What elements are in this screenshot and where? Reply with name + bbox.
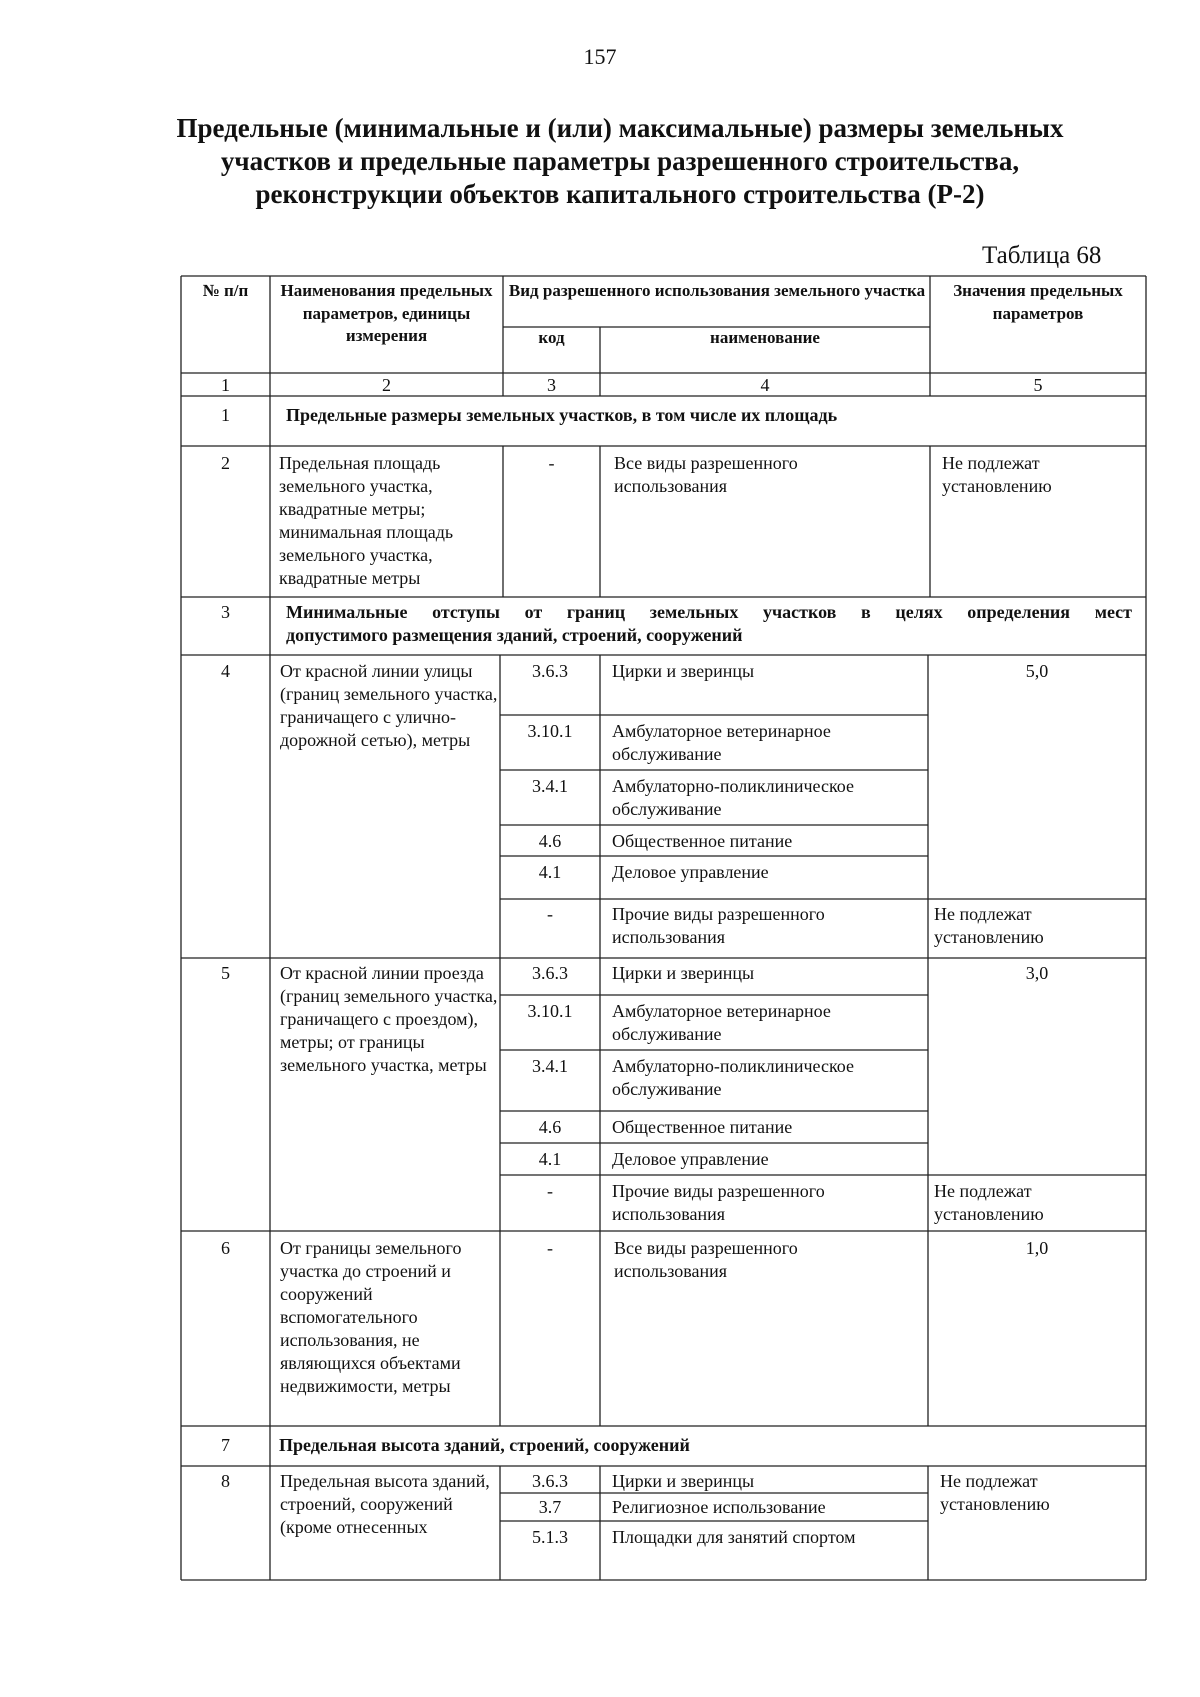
use-name: Все виды разрешенного использования (614, 1238, 798, 1281)
param-name: От границы земельного участка до строений и сооружений вспомогательного использования, не являющихся объектами недвижимости, метры (280, 1238, 462, 1396)
use-code: 3.10.1 (527, 721, 573, 741)
column-number: 5 (1033, 375, 1043, 395)
page-number: 157 (583, 44, 617, 69)
header-param-name: Наименования предельных параметров, единицы измерения (280, 281, 493, 345)
use-name: Цирки и зверинцы (612, 963, 755, 983)
table-caption: Таблица 68 (982, 242, 1102, 269)
use-name: Площадки для занятий спортом (612, 1527, 856, 1547)
param-value: 3,0 (1025, 963, 1049, 983)
use-name: Все виды разрешенного использования (614, 453, 798, 496)
param-value: 5,0 (1025, 661, 1049, 681)
param-value: Не подлежат установлению (934, 904, 1044, 947)
use-code: 3.7 (538, 1497, 562, 1517)
use-code: 3.10.1 (527, 1001, 573, 1021)
param-value: Не подлежат установлению (940, 1471, 1050, 1514)
row-number: 6 (221, 1238, 230, 1258)
row-number: 8 (221, 1471, 230, 1491)
use-code: 4.6 (538, 831, 562, 851)
column-number: 2 (382, 375, 391, 395)
row-number: 7 (221, 1435, 230, 1455)
use-name: Общественное питание (612, 831, 793, 851)
header-num: № п/п (202, 281, 249, 300)
param-name: Предельная высота зданий, строений, сооружений (кроме отнесенных (280, 1471, 490, 1537)
use-name: Амбулаторное ветеринарное обслуживание (612, 721, 831, 764)
use-name: Общественное питание (612, 1117, 793, 1137)
header-value: Значения предельных параметров (953, 281, 1123, 323)
use-name: Цирки и зверинцы (612, 661, 755, 681)
section-heading: Минимальные отступы от границ земельных участков в целях определения мест (286, 602, 1132, 622)
use-name: Религиозное использование (612, 1497, 826, 1517)
header-use-name: наименование (710, 328, 820, 347)
use-code: 3.6.3 (532, 1471, 568, 1491)
param-value: 1,0 (1025, 1238, 1049, 1258)
use-code: - (547, 1238, 553, 1258)
row-number: 5 (221, 963, 230, 983)
use-name: Амбулаторно-поликлиническое обслуживание (612, 1056, 854, 1099)
section-heading: допустимого размещения зданий, строений, сооружений (286, 625, 743, 645)
row-number: 3 (221, 602, 230, 622)
row-number: 1 (221, 405, 230, 425)
use-code: - (548, 453, 555, 473)
use-code: 4.6 (538, 1117, 562, 1137)
param-value: Не подлежат установлению (934, 1181, 1044, 1224)
section-heading: Предельная высота зданий, строений, сооружений (279, 1435, 690, 1455)
use-name: Амбулаторное ветеринарное обслуживание (612, 1001, 831, 1044)
use-code: - (547, 904, 553, 924)
use-code: 3.4.1 (532, 776, 568, 796)
use-code: 3.4.1 (532, 1056, 568, 1076)
use-name: Прочие виды разрешенного использования (612, 1181, 825, 1224)
param-name: Предельная площадь земельного участка, квадратные метры; минимальная площадь земельного участка, квадратные метры (279, 453, 454, 588)
use-code: 3.6.3 (532, 963, 568, 983)
use-name: Прочие виды разрешенного использования (612, 904, 825, 947)
section-heading: Предельные размеры земельных участков, в том числе их площадь (286, 405, 838, 425)
use-code: 4.1 (538, 1149, 562, 1169)
document-title: Предельные (минимальные и (или) максимальные) размеры земельных участков и предельные параметры разрешенного строительства, реконструкции объектов капитального строительства (Р-2) (176, 113, 1064, 209)
row-number: 4 (221, 661, 230, 681)
column-number: 4 (760, 375, 770, 395)
use-name: Деловое управление (612, 1149, 769, 1169)
column-number: 1 (221, 375, 230, 395)
row-number: 2 (221, 453, 230, 473)
header-code: код (538, 328, 565, 347)
column-number: 3 (547, 375, 556, 395)
use-name: Цирки и зверинцы (612, 1471, 755, 1491)
param-value: Не подлежат установлению (942, 453, 1052, 496)
use-name: Амбулаторно-поликлиническое обслуживание (612, 776, 854, 819)
use-name: Деловое управление (612, 862, 769, 882)
use-code: 3.6.3 (532, 661, 568, 681)
use-code: - (547, 1181, 553, 1201)
header-use-group: Вид разрешенного использования земельного участка (508, 281, 926, 300)
param-name: От красной линии улицы (границ земельного участка, граничащего с улично-дорожной сетью), метры (280, 661, 498, 750)
use-code: 4.1 (538, 862, 562, 882)
param-name: От красной линии проезда (границ земельного участка, граничащего с проездом), метры; от границы земельного участка, метры (280, 963, 498, 1075)
use-code: 5.1.3 (532, 1527, 568, 1547)
